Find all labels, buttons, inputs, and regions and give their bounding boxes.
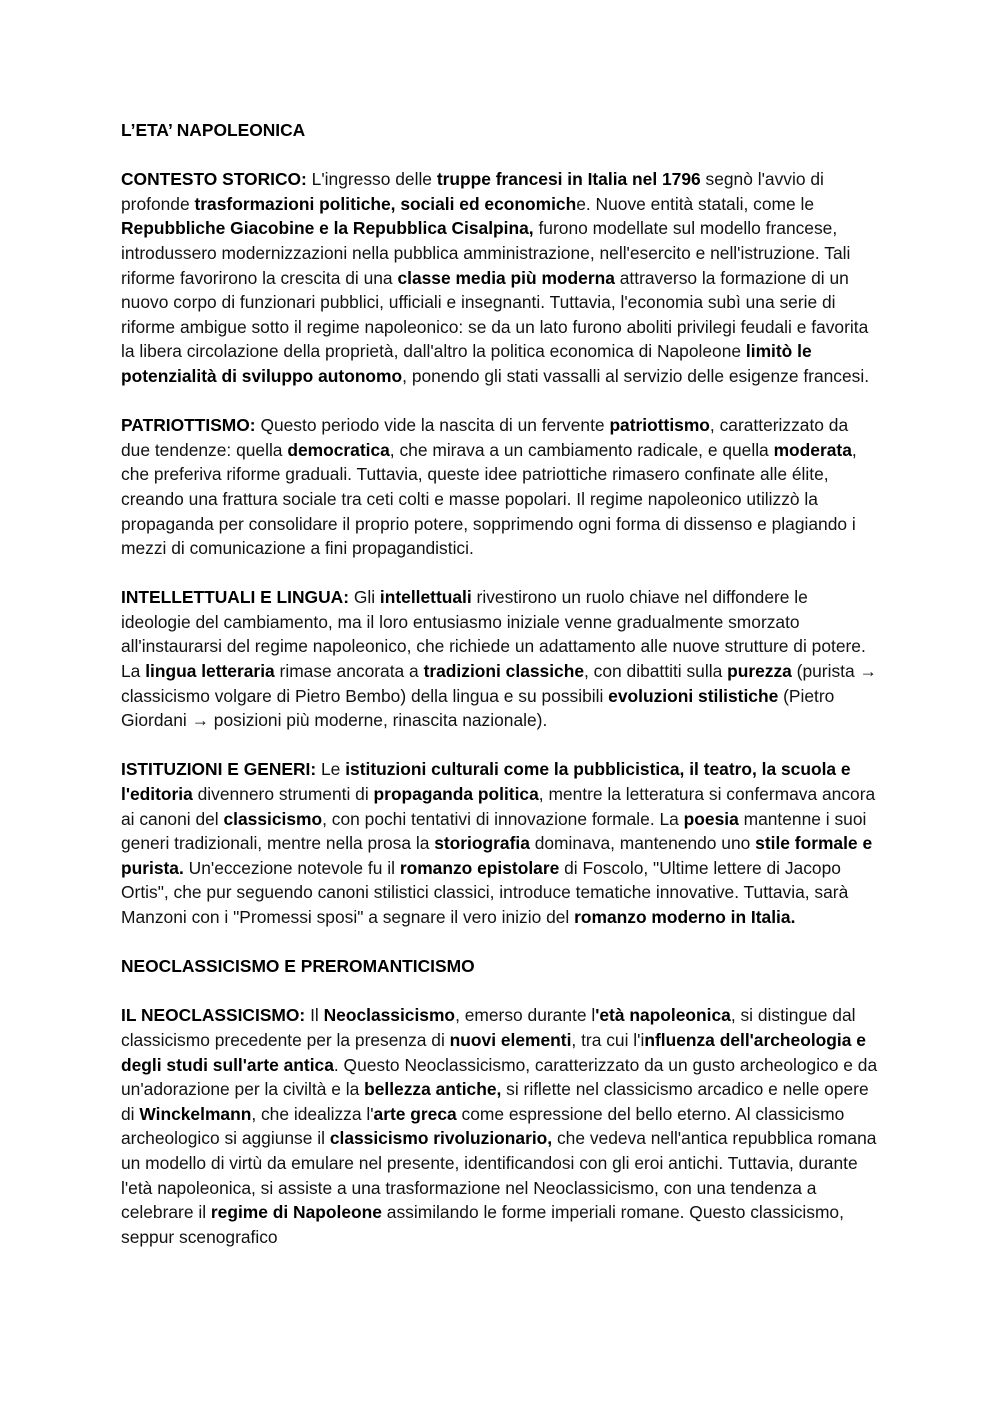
bold-text-run: patriottismo [609, 415, 710, 436]
bold-text-run: poesia [683, 808, 739, 829]
bold-text-run: propaganda politica [373, 784, 539, 805]
bold-text-run: purezza [727, 661, 792, 682]
bold-text-run: INTELLETTUALI E LINGUA: [121, 587, 349, 608]
text-run: , che idealizza l' [251, 1103, 374, 1124]
bold-text-run: CONTESTO STORICO: [121, 169, 307, 190]
text-run: dominava, mantenendo uno [529, 833, 756, 854]
bold-text-run: IL NEOCLASSICISMO: [121, 1005, 306, 1026]
bold-text-run: nfluenza dell'archeologia e degli studi sull'arte antica [121, 1029, 866, 1075]
text-run: (purista → classicismo volgare di Pietro Bembo) della lingua e su possibili [121, 661, 877, 706]
bold-text-run: trasformazioni politiche, sociali ed economich [194, 193, 577, 214]
bold-text-run: Repubbliche Giacobine e la Repubblica Cisalpina, [121, 218, 534, 239]
bold-text-run: classicismo rivoluzionario, [329, 1128, 553, 1149]
paragraph-neoclassicismo [121, 1003, 881, 1249]
bold-text-run: lingua letteraria [145, 661, 275, 682]
bold-text-run: evoluzioni stilistiche [608, 685, 779, 706]
bold-text-run: arte greca [373, 1103, 457, 1124]
text-run: . Questo Neoclassicismo, caratterizzato da un gusto archeologico e da un'adorazione per la civiltà e la [121, 1054, 878, 1100]
text-run: segnò l'avvio di profonde [121, 169, 824, 214]
text-run: , mentre la letteratura si confermava ancora ai canoni del [121, 784, 876, 829]
bold-text-run: 'età napoleonica [595, 1005, 731, 1026]
text-run: Le [316, 759, 346, 780]
text-run: , emerso durante l [455, 1005, 596, 1026]
bold-text-run: Winckelmann [139, 1103, 252, 1124]
bold-text-run: bellezza antiche, [364, 1079, 502, 1100]
bold-text-run: stile formale e purista. [121, 833, 873, 878]
text-run: Questo periodo vide la nascita di un fervente [255, 415, 610, 436]
text-run: Un'eccezione notevole fu il [183, 857, 400, 878]
bold-text-run: classe media più moderna [397, 267, 615, 288]
bold-text-run: intellettuali [379, 587, 472, 608]
bold-text-run: democratica [287, 439, 390, 460]
text-run: rivestirono un ruolo chiave nel diffondere le ideologie del cambiamento, ma il loro entusiasmo iniziale venne gradualmente smorzato all'instaurarsi del regime napoleonico, che richiede un adattamento alle nuove strutture di potere. La [121, 587, 866, 682]
text-run: , con pochi tentativi di innovazione formale. La [322, 808, 684, 829]
bold-text-run: classicismo [223, 808, 323, 829]
text-run: , caratterizzato da due tendenze: quella [121, 415, 849, 460]
bold-text-run: truppe francesi in Italia nel 1796 [436, 169, 701, 190]
paragraph-intellettuali-lingua [121, 585, 881, 733]
text-run: di Foscolo, "Ultime lettere di Jacopo Ortis", che pur seguendo canoni stilistici classici, introduce tematiche innovative. Tuttavia, sarà Manzoni con i "Promessi sposi" a segnare il vero inizio del [121, 857, 849, 927]
bold-text-run: limitò le potenzialità di sviluppo autonomo [121, 341, 812, 386]
text-run: divennero strumenti di [192, 784, 374, 805]
paragraph-istituzioni-generi [121, 757, 881, 929]
paragraph-patriottismo [121, 413, 881, 561]
document-title: L’ETA’ NAPOLEONICA [121, 120, 306, 140]
text-run: , tra cui l'i [571, 1029, 645, 1050]
bold-text-run: PATRIOTTISMO: [121, 415, 256, 436]
document-body [121, 118, 881, 1274]
text-run: assimilando le forme imperiali romane. Questo classicismo, seppur scenografico [121, 1202, 844, 1247]
section-heading-neoclassicismo-preromanticismo: NEOCLASSICISMO E PREROMANTICISMO [121, 956, 475, 977]
bold-text-run: storiografia [434, 833, 530, 854]
bold-text-run: romanzo moderno in Italia. [574, 907, 796, 927]
text-run: , si distingue dal classicismo precedente per la presenza di [121, 1005, 856, 1050]
text-run: , ponendo gli stati vassalli al servizio delle esigenze francesi. [402, 365, 870, 386]
text-run: e. Nuove entità statali, come le [576, 193, 815, 214]
bold-text-run: romanzo epistolare [399, 857, 560, 878]
text-run: Gli [349, 587, 380, 608]
text-run: , che preferiva riforme graduali. Tuttavia, queste idee patriottiche rimasero confinate alle élite, creando una frattura sociale tra ceti colti e masse popolari. Il regime napoleonico utilizzò la propaganda per consolidare il proprio potere, sopprimendo ogni forma di dissenso e plagiando i mezzi di comunicazione a fini propagandistici. [121, 439, 857, 559]
text-run: Il [305, 1005, 324, 1026]
text-run: L'ingresso delle [306, 169, 437, 190]
bold-text-run: ISTITUZIONI E GENERI: [121, 759, 317, 780]
text-run: (Pietro Giordani → posizioni più moderne, rinascita nazionale). [121, 685, 835, 731]
bold-text-run: regime di Napoleone [210, 1202, 382, 1223]
text-run: si riflette nel classicismo arcadico e nelle opere di [121, 1079, 869, 1124]
text-run: , con dibattiti sulla [584, 661, 728, 682]
bold-text-run: nuovi elementi [449, 1029, 572, 1050]
text-run: rimase ancorata a [274, 661, 424, 682]
bold-text-run: moderata [773, 439, 852, 460]
text-run: mantenne i suoi generi tradizionali, mentre nella prosa la [121, 808, 867, 854]
text-run: furono modellate sul modello francese, introdussero modernizzazioni nella pubblica amministrazione, nell'esercito e nell'istruzione. Tali riforme favorirono la crescita di una [121, 218, 851, 288]
text-run: come espressione del bello eterno. Al classicismo archeologico si aggiunse il [121, 1103, 845, 1149]
text-run: attraverso la formazione di un nuovo corpo di funzionari pubblici, ufficiali e insegnanti. Tuttavia, l'economia subì una serie di riforme ambigue sotto il regime napoleonico: se da un lato furono aboliti privilegi feudali e favorita la libera circolazione della proprietà, dall'altro la politica economica di Napoleone [121, 267, 869, 362]
bold-text-run: tradizioni classiche [423, 661, 585, 682]
text-run: che vedeva nell'antica repubblica romana un modello di virtù da emulare nel presente, identificandosi con gli eroi antichi. Tuttavia, durante l'età napoleonica, si assiste a una trasformazione nel Neoclassicismo, con una tendenza a celebrare il [121, 1128, 877, 1223]
paragraph-contesto-storico [121, 167, 881, 388]
bold-text-run: istituzioni culturali come la pubblicistica, il teatro, la scuola e l'editoria [121, 759, 851, 805]
text-run: , che mirava a un cambiamento radicale, e quella [389, 439, 774, 460]
bold-text-run: Neoclassicismo [323, 1005, 456, 1026]
